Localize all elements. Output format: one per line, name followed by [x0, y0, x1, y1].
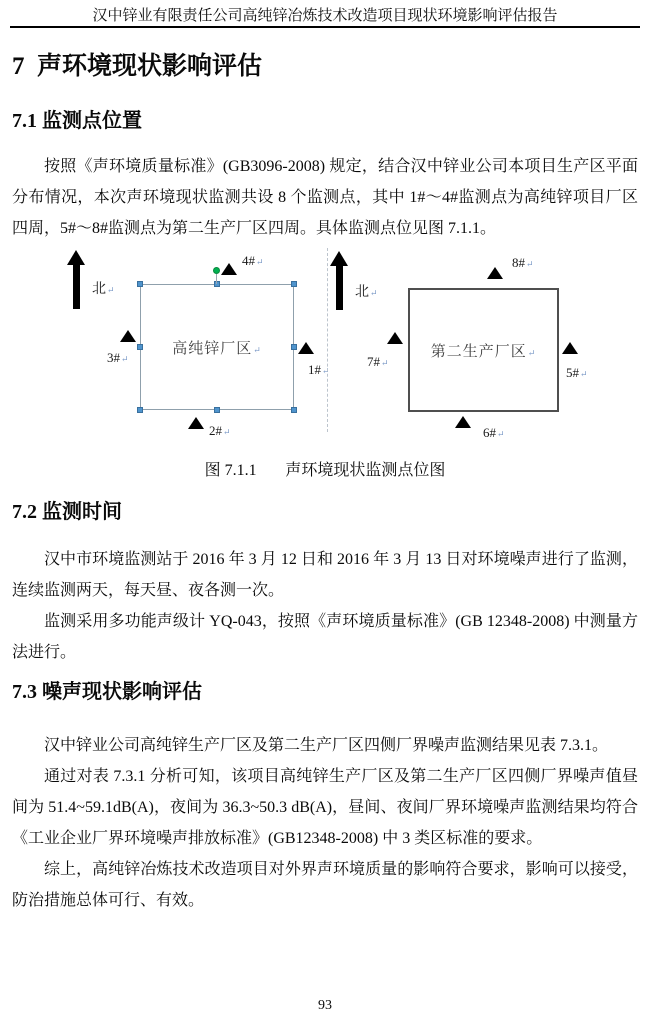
monitoring-point-1-icon	[298, 342, 314, 354]
paragraph-7-1: 按照《声环境质量标准》(GB3096-2008) 规定，结合汉中锌业公司本项目生产区平面分布情况，本次声环境现状监测共设 8 个监测点，其中 1#～4#监测点为高纯锌项目厂区四周，5#～8#监测点为第二生产厂区四周。具体监测点位见图 7.1.1。	[12, 158, 638, 237]
monitoring-point-7-icon	[387, 332, 403, 344]
figure-caption	[0, 461, 650, 480]
north-arrow-head	[67, 250, 85, 265]
chapter-title: 7 声环境现状影响评估	[12, 53, 263, 80]
paragraph-7-2-2: 监测采用多功能声级计 YQ-043，按照《声环境质量标准》(GB 12348-2008) 中测量方法进行。	[12, 613, 638, 661]
return-mark-icon: ↵	[527, 347, 537, 358]
return-mark-icon: ↵	[580, 369, 588, 379]
selection-handle-icon[interactable]	[291, 407, 297, 413]
north-arrow-shaft	[73, 265, 80, 309]
return-mark-icon: ↵	[370, 288, 378, 298]
north-arrow-icon	[67, 250, 85, 309]
monitoring-point-6-label: 6#↵	[483, 425, 505, 440]
return-mark-icon: ↵	[322, 366, 330, 376]
selection-handle-icon[interactable]	[214, 407, 220, 413]
north-arrow-shaft	[336, 266, 343, 310]
figure-caption-title: 声环境现状监测点位图	[285, 462, 446, 479]
return-mark-icon: ↵	[107, 285, 115, 295]
rotation-handle-stem	[216, 274, 217, 284]
north-arrow-icon	[330, 251, 348, 310]
selection-handle-icon[interactable]	[214, 281, 220, 287]
monitoring-point-2-icon	[188, 417, 204, 429]
monitoring-point-4-icon	[221, 263, 237, 275]
paragraph-7-2-1: 汉中市环境监测站于 2016 年 3 月 12 日和 2016 年 3 月 13 日对环境噪声进行了监测，连续监测两天，每天昼、夜各测一次。	[12, 551, 638, 599]
paragraph-7-3-3: 综上，高纯锌冶炼技术改造项目对外界声环境质量的影响符合要求，影响可以接受，防治措施总体可行、有效。	[12, 861, 638, 909]
figure-caption-number: 图 7.1.1	[204, 462, 257, 479]
monitoring-point-8-label: 8#↵	[512, 255, 534, 270]
monitoring-point-4-label: 4#↵	[242, 253, 264, 268]
monitoring-point-2-label: 2#↵	[209, 423, 231, 438]
high-purity-zinc-boundary-rect	[140, 284, 294, 410]
image-boundary-dashed-line	[327, 248, 328, 432]
section-7-1-heading: 7.1 监测点位置	[12, 110, 142, 132]
monitoring-point-5-label: 5#↵	[566, 365, 588, 380]
monitoring-point-3-label: 3#↵	[107, 350, 129, 365]
selection-handle-icon[interactable]	[137, 281, 143, 287]
north-label: 北↵	[92, 282, 115, 297]
rotation-handle-icon[interactable]	[213, 267, 220, 274]
high-purity-zinc-area-label: 高纯锌厂区↵	[172, 340, 262, 357]
north-label: 北↵	[355, 285, 378, 300]
selection-handle-icon[interactable]	[291, 281, 297, 287]
return-mark-icon: ↵	[526, 259, 534, 269]
monitoring-point-1-label: 1#↵	[308, 362, 330, 377]
monitoring-point-6-icon	[455, 416, 471, 428]
second-plant-area-label: 第二生产厂区↵	[430, 343, 537, 360]
return-mark-icon: ↵	[223, 427, 231, 437]
monitoring-point-3-icon	[120, 330, 136, 342]
return-mark-icon: ↵	[253, 344, 262, 355]
section-7-2-heading: 7.2 监测时间	[12, 501, 122, 523]
monitoring-point-5-icon	[562, 342, 578, 354]
paragraph-7-3-2: 通过对表 7.3.1 分析可知，该项目高纯锌生产厂区及第二生产厂区四侧厂界噪声值昼间为 51.4~59.1dB(A)，夜间为 36.3~50.3 dB(A)，昼间、夜间厂界环境噪声监测结果均符合《工业企业厂界环境噪声排放标准》(GB12348-2008) 中 3 类区标准的要求。	[12, 768, 638, 847]
monitoring-points-figure	[0, 246, 650, 458]
north-arrow-head	[330, 251, 348, 266]
page-number: 93	[318, 998, 332, 1013]
section-7-3-heading: 7.3 噪声现状影响评估	[12, 681, 202, 703]
second-plant-boundary-rect	[408, 288, 559, 412]
return-mark-icon: ↵	[381, 358, 389, 368]
selection-handle-icon[interactable]	[137, 407, 143, 413]
monitoring-point-8-icon	[487, 267, 503, 279]
monitoring-point-7-label: 7#↵	[367, 354, 389, 369]
selection-handle-icon[interactable]	[291, 344, 297, 350]
header-title: 汉中锌业有限责任公司高纯锌冶炼技术改造项目现状环境影响评估报告	[92, 8, 558, 24]
selection-handle-icon[interactable]	[137, 344, 143, 350]
page-header	[10, 0, 640, 28]
return-mark-icon: ↵	[256, 257, 264, 267]
return-mark-icon: ↵	[497, 429, 505, 439]
paragraph-7-3-1: 汉中锌业公司高纯锌生产厂区及第二生产厂区四侧厂界噪声监测结果见表 7.3.1。	[44, 737, 609, 754]
return-mark-icon: ↵	[121, 354, 129, 364]
